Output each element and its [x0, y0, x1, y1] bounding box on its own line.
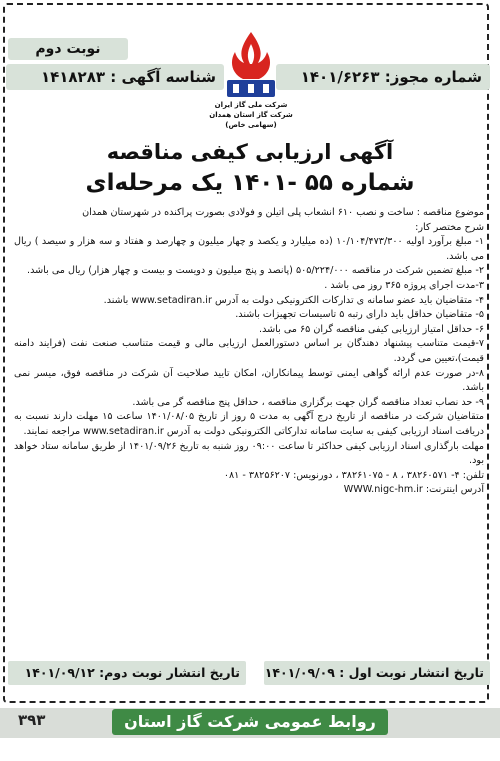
item-safety-certificate: ۸-در صورت عدم ارائه گواهی ایمنی توسط پیمانکاران، امکان تایید صلاحیت آن شرکت در مناقصه فوق، میسر نمی باشد.: [14, 367, 484, 394]
permit-number-badge: شماره مجوز: ۱۴۰۱/۶۲۶۳: [276, 64, 490, 90]
item-duration: ۳-مدت اجرای پروژه ۳۶۵ روز می باشد .: [324, 279, 484, 291]
company-logo: [206, 30, 296, 136]
item-estimate: ۱- مبلغ برآورد اولیه ۱۰/۱۰۴/۴۷۳/۳۰۰ (ده میلیارد و یکصد و چهار میلیون و چهارصد و هفتاد و سه هزار و سیصد ) ریال می باشد.: [14, 236, 484, 262]
logo-caption-line2: شرکت گاز استان همدان (سهامی خاص): [209, 111, 293, 129]
second-publish-date: تاریخ انتشار نوبت دوم: ۱۴۰۱/۰۹/۱۲: [8, 661, 246, 685]
summary-heading: شرح مختصر کار:: [415, 221, 484, 233]
contact-phones: تلفن: ۴- ۳۸۲۶۰۵۷۱ ، ۸ - ۳۸۲۶۱۰۷۵ ، دورنویس: ۳۸۲۵۶۲۰۷ - ۰۸۱: [223, 469, 484, 481]
item-min-score: ۶- حداقل امتیاز ارزیابی کیفی مناقصه گران ۶۵ می باشد.: [259, 323, 484, 335]
tender-subject: موضوع مناقصه : ساخت و نصب ۶۱۰ انشعاب پلی اتیلن و فولادی بصورت پراکنده در شهرستان همدان: [82, 207, 484, 218]
ad-title: آگهی ارزیابی کیفی مناقصه: [106, 140, 394, 164]
page-number: ۳۹۳: [18, 711, 46, 729]
item-guarantee: ۲- مبلغ تضمین شرکت در مناقصه ۵۰۵/۲۲۴/۰۰۰ (پانصد و پنج میلیون و دویست و بیست و چهار هزار) ریال می باشد.: [27, 265, 484, 277]
website-line: آدرس اینترنت: WWW.nigc-hm.ir: [343, 484, 484, 496]
applicants-paragraph: متقاضیان شرکت در مناقصه از تاریخ درج آگهی به مدت ۵ روز از تاریخ ۱۴۰۱/۰۸/۰۵ ساعت ۱۵ مهلت دارند نسبت به دریافت اسناد ارزیابی کیفی به سایت سامانه تدارکاتی الکترونیکی دولت به آدرس www.setadiran.ir مراجعه نمایند.: [14, 411, 484, 437]
deadline-paragraph: مهلت بارگذاری اسناد ارزیابی کیفی حداکثر تا ساعت ۰۹:۰۰ روز شنبه به تاریخ ۱۴۰۱/۰۹/۲۶ از طریق سامانه ستاد خواهد بود.: [14, 440, 484, 467]
item-quorum: ۹- حد نصاب تعداد مناقصه گران جهت برگزاری مناقصه ، حداقل پنج مناقصه گر می باشد.: [132, 396, 484, 408]
publisher-banner: روابط عمومی شرکت گاز استان همدان: [112, 709, 388, 735]
item-rank: ۵- متقاضیان حداقل باید دارای رتبه ۵ تاسیسات تجهیزات باشند.: [235, 309, 484, 321]
item-pricing: ۷-قیمت متناسب پیشنهاد دهندگان بر اساس دستورالعمل ارزیابی مالی و قیمت متناسب صنعت نفت (فرایند دامنه قیمت)،تعیین می گردد.: [14, 338, 484, 364]
ad-id-badge: شناسه آگهی : ۱۴۱۸۲۸۳: [6, 64, 224, 90]
ad-body: [14, 206, 484, 498]
ad-subtitle: شماره ۵۵ -۱۴۰۱ یک مرحله‌ای: [85, 170, 415, 196]
first-publish-date: تاریخ انتشار نوبت اول : ۱۴۰۱/۰۹/۰۹: [264, 661, 490, 685]
gas-company-logo-icon: [221, 30, 281, 100]
item-setad-membership: ۴- متقاضیان باید عضو سامانه ی تدارکات الکترونیکی دولت به آدرس www.setadiran.ir باشند.: [103, 294, 484, 306]
round-badge: نوبت دوم: [8, 38, 128, 60]
logo-caption-line1: شرکت ملی گاز ایران: [214, 101, 288, 109]
